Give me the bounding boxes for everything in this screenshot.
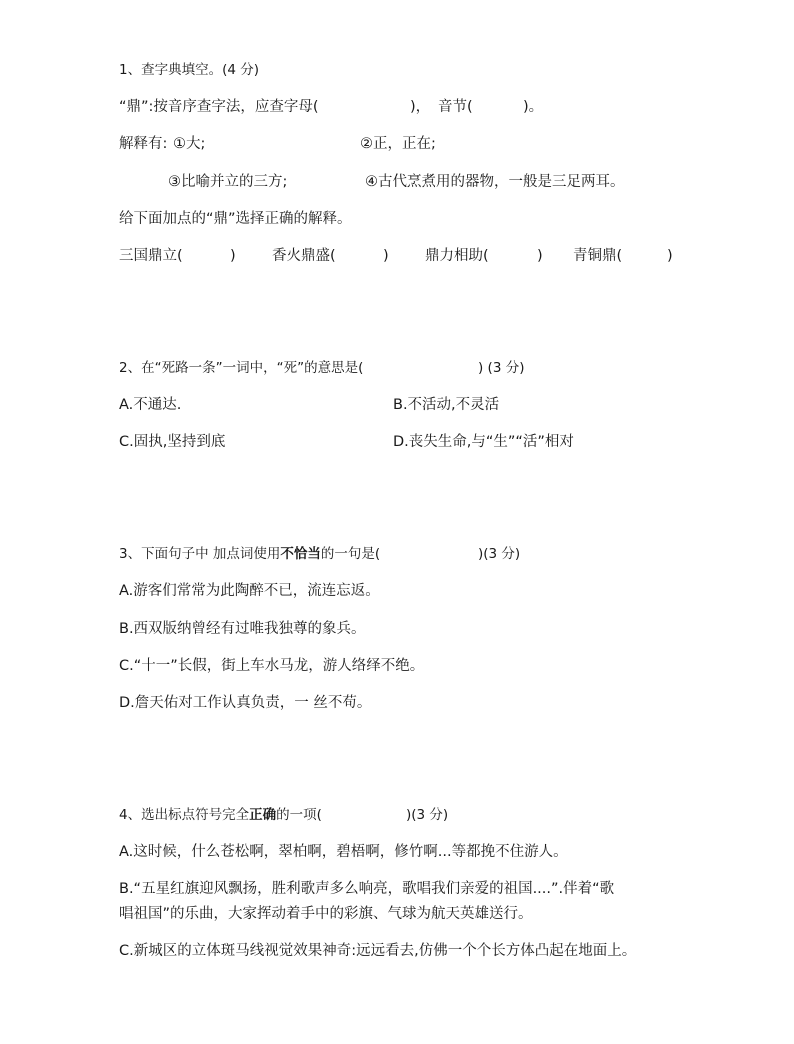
q1-item-4: 青铜鼎( bbox=[573, 248, 623, 264]
q1-title: 1、查字典填空。(4 分) bbox=[119, 62, 260, 78]
q4-title-text-2: 的一项( bbox=[276, 807, 322, 823]
q1-meaning-4: ④古代烹煮用的器物，一般是三足两耳。 bbox=[365, 174, 625, 190]
q2-option-b: B.不活动,不灵活 bbox=[393, 397, 500, 413]
q1-item-2: 香火鼎盛( bbox=[272, 248, 336, 264]
q1-instruction: 给下面加点的“鼎”选择正确的解释。 bbox=[119, 211, 352, 227]
q3-title-text-2: 的一句是( bbox=[320, 546, 381, 562]
q1-item-3-close: ) bbox=[537, 248, 543, 264]
q3-title-text: 3、下面句子中 加点词使用 bbox=[119, 546, 281, 562]
q1-item-2-close: ) bbox=[383, 248, 389, 264]
q3-title-emphasis: 不恰当 bbox=[280, 546, 321, 562]
q1-letter-close: )， bbox=[410, 99, 431, 115]
q2-title-score: ) (3 分) bbox=[478, 360, 525, 376]
q1-item-4-close: ) bbox=[667, 248, 673, 264]
q4-title-emphasis: 正确 bbox=[249, 807, 277, 823]
q4-option-a: A.这时候，什么苍松啊，翠柏啊，碧梧啊，修竹啊...等都挽不住游人。 bbox=[119, 844, 568, 860]
q3-option-c: C.“十一”长假，街上车水马龙，游人络绎不绝。 bbox=[119, 658, 425, 674]
q1-item-1: 三国鼎立( bbox=[119, 248, 183, 264]
q4-option-c: C.新城区的立体斑马线视觉效果神奇:远远看去,仿佛一个个长方体凸起在地面上。 bbox=[119, 943, 637, 959]
q3-title-score: )(3 分) bbox=[478, 546, 521, 562]
q1-meaning-prefix: 解释有: bbox=[119, 136, 168, 152]
q2-option-c: C.固执,坚持到底 bbox=[119, 434, 226, 450]
q4-option-b-line2: 唱祖国”的乐曲，大家挥动着手中的彩旗、气球为航天英雄送行。 bbox=[119, 906, 533, 922]
q3-option-b: B.西双版纳曾经有过唯我独尊的象兵。 bbox=[119, 621, 366, 637]
q4-title bbox=[119, 805, 322, 825]
q1-meaning-2: ②正，正在; bbox=[360, 136, 436, 152]
q1-item-3: 鼎力相助( bbox=[425, 248, 489, 264]
q2-option-d: D.丧失生命,与“生”“活”相对 bbox=[393, 434, 574, 450]
q4-title-text: 4、选出标点符号完全 bbox=[119, 807, 250, 823]
q2-option-a: A.不通达. bbox=[119, 397, 182, 413]
q3-option-d: D.詹天佑对工作认真负责，一 丝不苟。 bbox=[119, 695, 372, 711]
q1-syllable-prompt: 音节( bbox=[438, 99, 473, 115]
q1-item-1-close: ) bbox=[230, 248, 236, 264]
q3-option-a: A.游客们常常为此陶醉不已，流连忘返。 bbox=[119, 583, 380, 599]
q1-meaning-1: ①大; bbox=[173, 136, 206, 152]
q1-syllable-close: )。 bbox=[523, 99, 544, 115]
q1-meaning-3: ③比喻并立的三方; bbox=[168, 174, 288, 190]
q4-option-b-line1: B.“五星红旗迎风飘扬，胜利歌声多么响亮，歌唱我们亲爱的祖国....”.伴着“歌 bbox=[119, 881, 615, 897]
q3-title bbox=[119, 544, 380, 564]
q2-title: 2、在“死路一条”一词中，“死”的意思是( bbox=[119, 360, 364, 376]
q1-letter-prompt: “鼎”:按音序查字法，应查字母( bbox=[119, 99, 319, 115]
q4-title-score: )(3 分) bbox=[406, 807, 449, 823]
